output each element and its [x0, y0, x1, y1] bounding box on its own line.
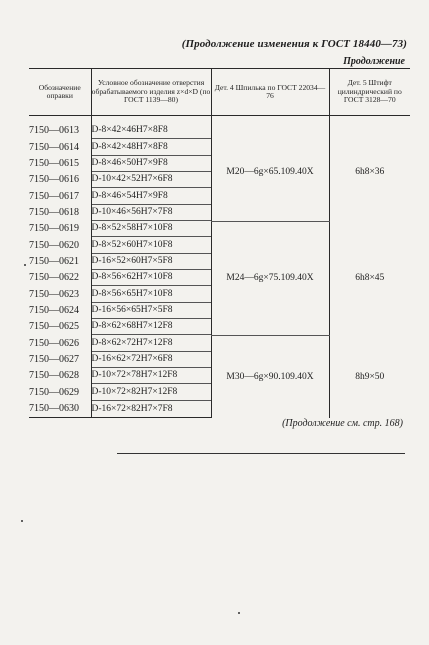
hole-designation: D-10×42×52H7×6F8: [92, 172, 211, 188]
hole-designation: D-16×62×72H7×6F8: [92, 352, 211, 368]
specification-table: [29, 68, 410, 418]
scan-speck: [21, 520, 23, 522]
hole-designation: D-16×56×65H7×5F8: [92, 303, 211, 319]
stud-designation: M24—6g×75.109.40X: [211, 221, 329, 335]
table-header-row: [29, 69, 410, 116]
mandrel-code: 7150—0627: [29, 353, 79, 365]
hole-designation: D-8×46×50H7×9F8: [92, 156, 211, 172]
mandrel-code: 7150—0628: [29, 370, 79, 382]
table-row: [29, 123, 410, 139]
mandrel-code: 7150—0621: [29, 255, 79, 267]
mandrel-code: 7150—0613: [29, 125, 79, 137]
hole-designation: D-8×56×65H7×10F8: [92, 287, 211, 303]
hole-designation: D-8×42×48H7×8F8: [92, 140, 211, 156]
hole-designation: D-8×46×54H7×9F8: [92, 189, 211, 205]
continuation-note: (Продолжение см. стр. 168): [282, 418, 403, 429]
divider-rule: [117, 453, 405, 454]
mandrel-code: 7150—0629: [29, 386, 79, 398]
scan-speck: [24, 264, 26, 266]
hole-designation: D-16×72×82H7×7F8: [91, 403, 173, 414]
hole-designation: D-8×56×62H7×10F8: [92, 270, 211, 286]
hole-designation: D-8×62×68H7×12F8: [92, 319, 211, 335]
mandrel-code: 7150—0619: [29, 223, 79, 235]
mandrel-code: 7150—0617: [29, 190, 79, 202]
mandrel-code: 7150—0620: [29, 239, 79, 251]
hole-designation: D-8×52×60H7×10F8: [92, 238, 211, 254]
pin-designation: 6h8×36: [329, 123, 410, 221]
mandrel-code: 7150—0618: [29, 206, 79, 218]
table-spacer-row: [29, 116, 410, 124]
column-header-code: Обозначение оправки: [29, 69, 91, 116]
table-row: [29, 335, 410, 351]
hole-designation: D-10×46×56H7×7F8: [92, 205, 211, 221]
continuation-label: Продолжение: [343, 56, 405, 67]
table-row: [29, 221, 410, 237]
column-header-pin: Дет. 5 Штифт цилиндрический по ГОСТ 3128—70: [329, 69, 410, 116]
mandrel-code: 7150—0624: [29, 304, 79, 316]
stud-designation: M20—6g×65.109.40X: [211, 123, 329, 221]
hole-designation: D-10×72×78H7×12F8: [92, 368, 211, 384]
continuation-title: (Продолжение изменения к ГОСТ 18440—73): [181, 38, 407, 50]
mandrel-code: 7150—0625: [29, 321, 79, 333]
hole-designation: D-16×52×60H7×5F8: [92, 254, 211, 270]
hole-designation: D-8×42×46H7×8F8: [92, 123, 211, 139]
stud-designation: M30—6g×90.109.40X: [211, 335, 329, 417]
hole-designation: D-8×62×72H7×12F8: [92, 336, 211, 352]
column-header-designation: Условное обозначение отверстия обрабатываемого изделия z×d×D (по ГОСТ 1139—80): [91, 69, 211, 116]
mandrel-code: 7150—0614: [29, 141, 79, 153]
pin-designation: 8h9×50: [329, 335, 410, 417]
mandrel-code: 7150—0626: [29, 337, 79, 349]
mandrel-code: 7150—0615: [29, 157, 79, 169]
hole-designation: D-10×72×82H7×12F8: [92, 385, 211, 401]
hole-designation: D-8×52×58H7×10F8: [92, 221, 211, 237]
pin-designation: 6h8×45: [329, 221, 410, 335]
mandrel-code: 7150—0623: [29, 288, 79, 300]
mandrel-code: 7150—0616: [29, 174, 79, 186]
column-header-stud: Дет. 4 Шпилька по ГОСТ 22034—76: [211, 69, 329, 116]
mandrel-code: 7150—0630: [29, 401, 91, 418]
scan-speck: [238, 612, 240, 614]
mandrel-code: 7150—0622: [29, 272, 79, 284]
